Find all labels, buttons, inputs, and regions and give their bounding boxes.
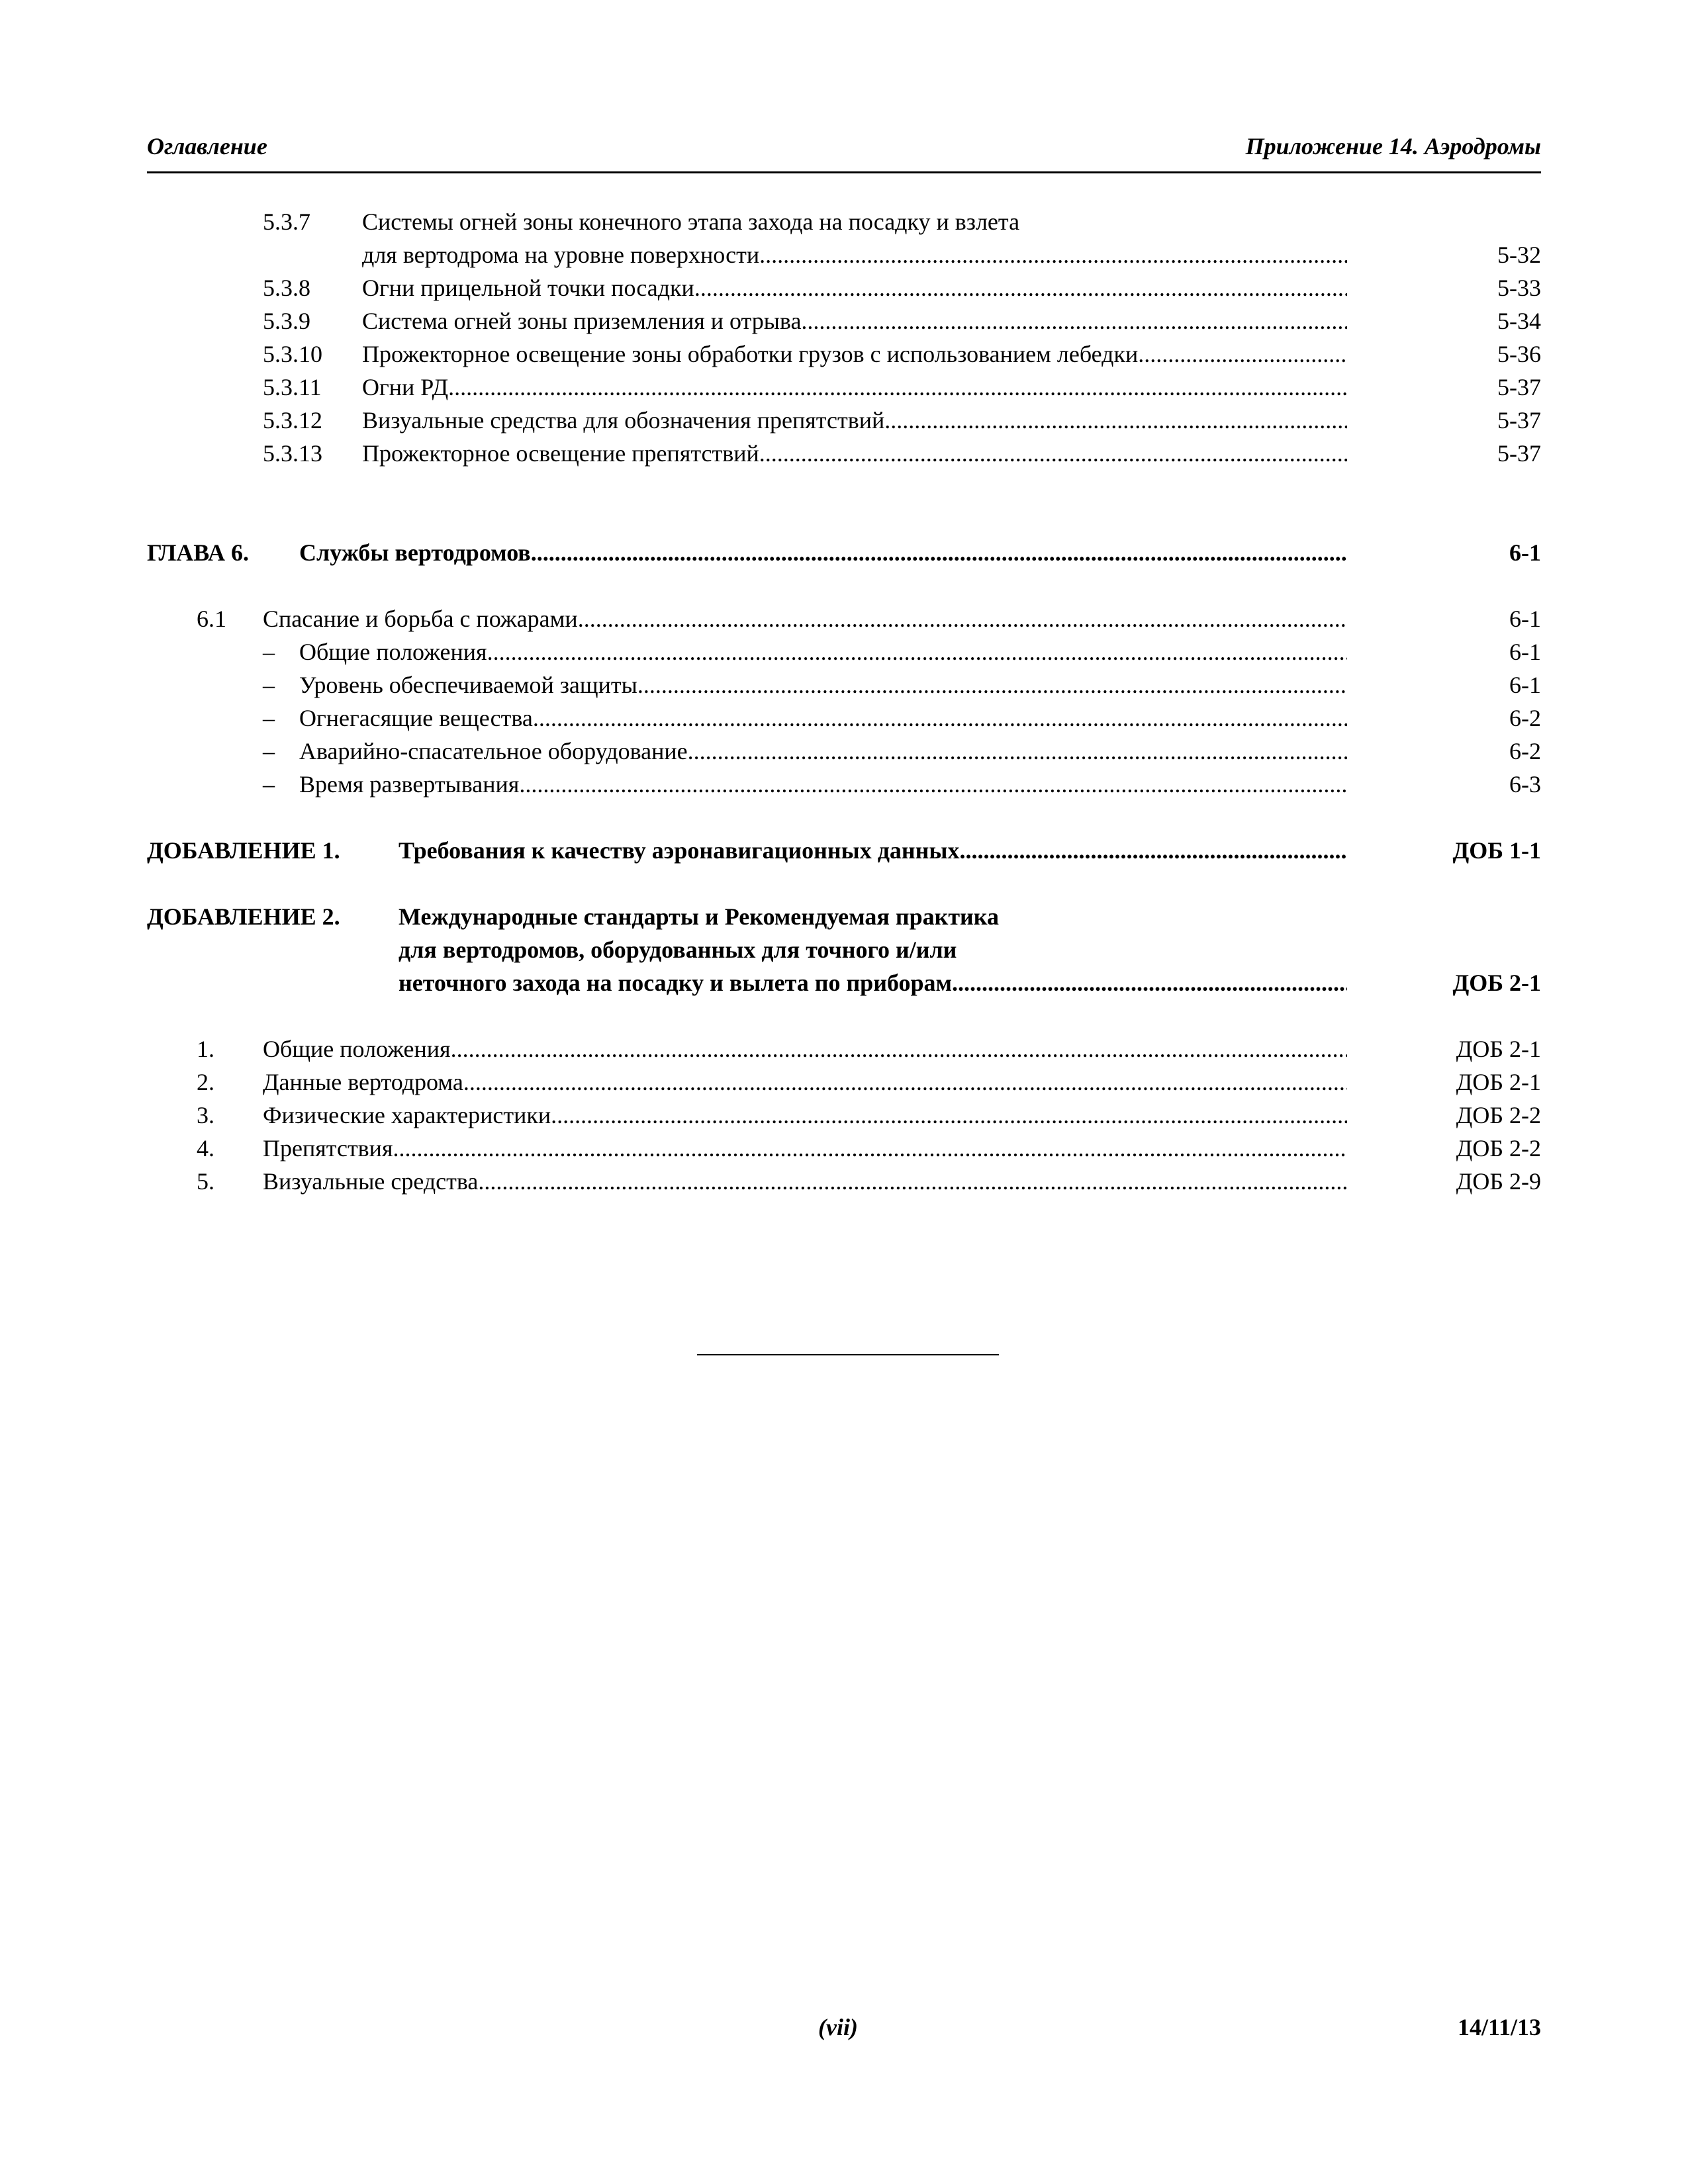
toc-entry[interactable]	[0, 1132, 1688, 1165]
entry-title: Прожекторное освещение зоны обработки грузов с использованием лебедки	[362, 341, 1139, 367]
entry-page: 6-1	[1509, 606, 1541, 632]
chapter-page: 6-1	[1509, 539, 1541, 566]
entry-title: Спасание и борьба с пожарами	[263, 606, 578, 632]
attachment-page: ДОБ 1-1	[1452, 837, 1541, 864]
entry-page: 6-1	[1509, 639, 1541, 665]
attachment-page: ДОБ 2-1	[1452, 970, 1541, 996]
dot-leader	[759, 437, 1347, 470]
dot-leader	[578, 602, 1347, 635]
dot-leader	[952, 966, 1347, 999]
dot-leader	[801, 304, 1347, 338]
entry-page: 6-2	[1509, 705, 1541, 731]
entry-page: 6-1	[1509, 672, 1541, 698]
dash-marker: –	[263, 672, 275, 698]
attachment-title: неточного захода на посадку и вылета по приборам	[399, 970, 953, 996]
entry-number: 5.3.13	[263, 440, 322, 467]
entry-title: Общие положения	[263, 1036, 451, 1062]
entry-page: ДОБ 2-1	[1456, 1069, 1541, 1095]
attachment-label: ДОБАВЛЕНИЕ 2.	[147, 903, 340, 930]
chapter-label: ГЛАВА 6.	[147, 539, 250, 566]
entry-number: 5.3.8	[263, 275, 310, 301]
toc-entry-5-3-12[interactable]	[0, 404, 1688, 437]
entry-number: 5.3.9	[263, 308, 310, 334]
toc-subentry[interactable]	[0, 735, 1688, 768]
entry-number: 5.3.10	[263, 341, 322, 367]
dot-leader	[531, 536, 1347, 569]
entry-title-line: Системы огней зоны конечного этапа захода на посадку и взлета	[362, 208, 1020, 235]
toc-entry[interactable]	[0, 1066, 1688, 1099]
dot-leader	[478, 1165, 1347, 1198]
entry-page: 5-37	[1497, 407, 1541, 433]
dot-leader	[960, 834, 1348, 867]
entry-title: Общие положения	[299, 639, 487, 665]
toc-subentry[interactable]	[0, 668, 1688, 702]
toc-subentry[interactable]	[0, 635, 1688, 668]
dot-leader	[487, 635, 1347, 668]
header-rule	[147, 171, 1541, 173]
dot-leader	[451, 1032, 1347, 1066]
header-right: Приложение 14. Аэродромы	[1245, 133, 1541, 159]
dash-marker: –	[263, 705, 275, 731]
entry-number: 5.3.7	[263, 208, 310, 235]
toc-entry-5-3-9[interactable]	[0, 304, 1688, 338]
dot-leader	[463, 1066, 1347, 1099]
toc-entry-5-3-7-cont[interactable]	[0, 238, 1688, 271]
attachment-label: ДОБАВЛЕНИЕ 1.	[147, 837, 340, 864]
entry-title: Данные вертодрома	[263, 1069, 463, 1095]
dot-leader	[533, 702, 1347, 735]
dash-marker: –	[263, 738, 275, 764]
dot-leader	[694, 271, 1347, 304]
toc-attachment-1[interactable]	[0, 834, 1688, 867]
dot-leader	[448, 371, 1347, 404]
entry-number: 6.1	[197, 606, 226, 632]
dash-marker: –	[263, 771, 275, 797]
entry-number: 5.	[197, 1168, 214, 1195]
dash-marker: –	[263, 639, 275, 665]
toc-chapter-6[interactable]	[0, 536, 1688, 569]
entry-number: 4.	[197, 1135, 214, 1161]
entry-page: 5-33	[1497, 275, 1541, 301]
entry-title: Визуальные средства	[263, 1168, 479, 1195]
header-left: Оглавление	[147, 133, 267, 159]
entry-title: Уровень обеспечиваемой защиты	[299, 672, 637, 698]
entry-number: 1.	[197, 1036, 214, 1062]
entry-page: ДОБ 2-2	[1456, 1102, 1541, 1128]
toc-entry-5-3-7[interactable]	[0, 205, 1688, 238]
toc-entry-5-3-10[interactable]	[0, 338, 1688, 371]
dot-leader	[551, 1099, 1347, 1132]
entry-title: Огнегасящие вещества	[299, 705, 533, 731]
entry-number: 5.3.12	[263, 407, 322, 433]
toc-attachment-2-cont[interactable]	[0, 933, 1688, 966]
toc-attachment-2[interactable]	[0, 900, 1688, 933]
toc-entry-5-3-11[interactable]	[0, 371, 1688, 404]
attachment-title: Требования к качеству аэронавигационных данных	[399, 837, 960, 864]
toc-subentry[interactable]	[0, 702, 1688, 735]
entry-page: ДОБ 2-9	[1456, 1168, 1541, 1195]
entry-title: Препятствия	[263, 1135, 393, 1161]
dot-leader	[688, 735, 1347, 768]
entry-page: 5-37	[1497, 374, 1541, 400]
dot-leader	[759, 238, 1347, 271]
entry-page: 5-36	[1497, 341, 1541, 367]
entry-title: Огни прицельной точки посадки	[362, 275, 694, 301]
page-number: (vii)	[818, 2014, 858, 2040]
entry-title: Прожекторное освещение препятствий	[362, 440, 759, 467]
entry-page: 6-2	[1509, 738, 1541, 764]
entry-page: 5-34	[1497, 308, 1541, 334]
toc-attachment-2-cont[interactable]	[0, 966, 1688, 999]
toc-entry-6-1[interactable]	[0, 602, 1688, 635]
dot-leader	[519, 768, 1347, 801]
entry-title: Визуальные средства для обозначения препятствий	[362, 407, 885, 433]
entry-title: для вертодрома на уровне поверхности	[362, 242, 760, 268]
entry-page: ДОБ 2-1	[1456, 1036, 1541, 1062]
footer-date: 14/11/13	[1457, 2014, 1541, 2040]
entry-number: 3.	[197, 1102, 214, 1128]
toc-entry-5-3-8[interactable]	[0, 271, 1688, 304]
toc-entry[interactable]	[0, 1165, 1688, 1198]
entry-page: 6-3	[1509, 771, 1541, 797]
entry-page: 5-32	[1497, 242, 1541, 268]
entry-page: ДОБ 2-2	[1456, 1135, 1541, 1161]
entry-number: 2.	[197, 1069, 214, 1095]
dot-leader	[393, 1132, 1347, 1165]
dot-leader	[637, 668, 1347, 702]
attachment-title-line: Международные стандарты и Рекомендуемая практика	[399, 903, 999, 930]
entry-title: Система огней зоны приземления и отрыва	[362, 308, 802, 334]
entry-title: Время развертывания	[299, 771, 520, 797]
entry-number: 5.3.11	[263, 374, 322, 400]
chapter-title: Службы вертодромов	[299, 539, 531, 566]
dot-leader	[884, 404, 1347, 437]
end-rule	[697, 1354, 999, 1355]
entry-title: Аварийно-спасательное оборудование	[299, 738, 688, 764]
toc-entry-5-3-13[interactable]	[0, 437, 1688, 470]
toc-entry[interactable]	[0, 1099, 1688, 1132]
entry-title: Физические характеристики	[263, 1102, 551, 1128]
toc-entry[interactable]	[0, 1032, 1688, 1066]
entry-title: Огни РД	[362, 374, 449, 400]
attachment-title-line: для вертодромов, оборудованных для точного и/или	[399, 936, 957, 963]
toc-subentry[interactable]	[0, 768, 1688, 801]
dot-leader	[1138, 338, 1347, 371]
entry-page: 5-37	[1497, 440, 1541, 467]
